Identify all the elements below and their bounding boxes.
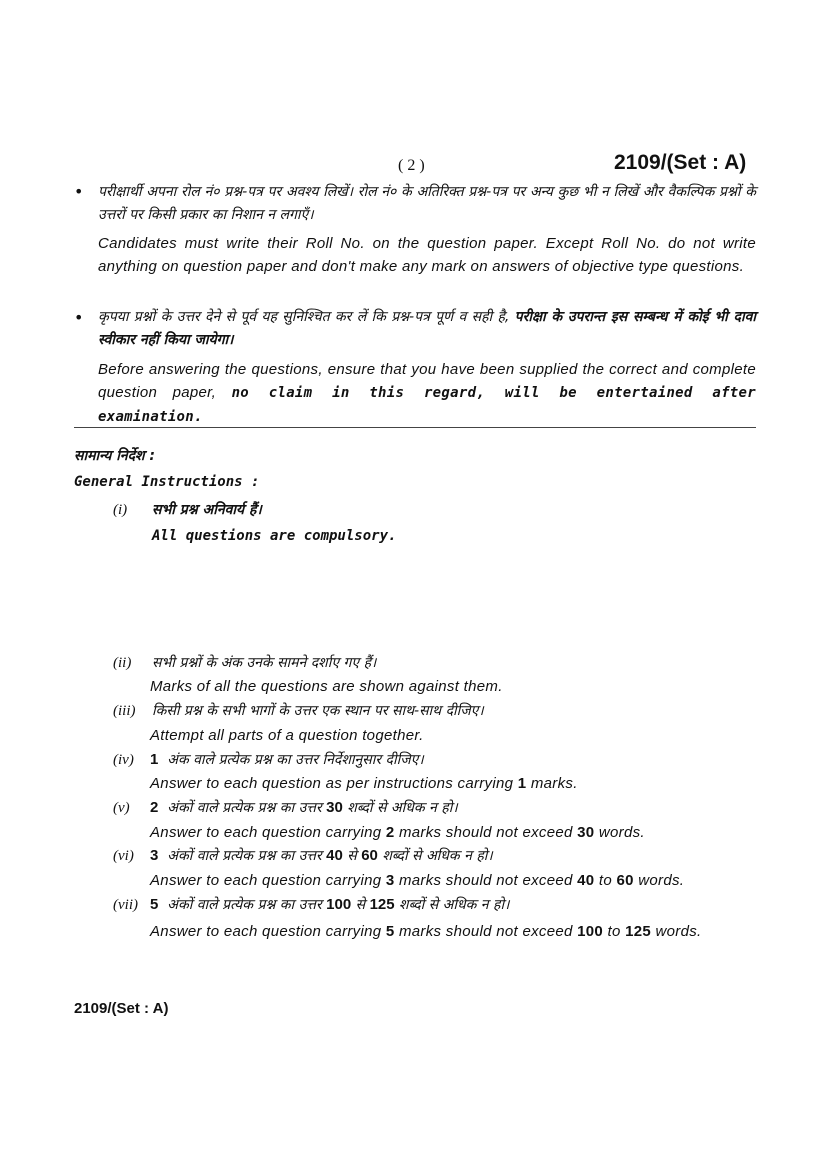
- instruction-7-hindi: [150, 895, 509, 914]
- instruction-1-english: All questions are compulsory.: [152, 528, 397, 544]
- text-part: शब्दों से अधिक न हो।: [347, 800, 458, 816]
- note-1-english: Candidates must write their Roll No. on the question paper. Except Roll No. do not write anything on question paper and don't make any mark on answers of objective type questions.: [98, 235, 756, 275]
- general-title-hindi: सामान्य निर्देश :: [74, 448, 156, 464]
- note-1-hindi: परीक्षार्थी अपना रोल नं० प्रश्न-पत्र पर अवश्य लिखें। रोल नं० के अतिरिक्त प्रश्न-पत्र पर अन्य कुछ भी न लिखें और वैकल्पिक प्रश्नों के उत्तरों पर किसी प्रकार का निशान न लगाएँ।: [98, 184, 756, 223]
- note-2-english-plain: Before answering the questions, ensure that you have been supplied the correct and complete question paper,: [98, 361, 756, 401]
- text-part: marks should not exceed: [398, 824, 573, 841]
- text-part: words.: [598, 824, 645, 841]
- footer-code: 2109/(Set : A): [74, 1000, 169, 1017]
- instruction-5-english: [150, 824, 645, 841]
- hindi-number: 2: [150, 799, 159, 816]
- text-part: अंकों वाले प्रत्येक प्रश्न का उत्तर: [167, 848, 322, 864]
- text-part: Answer to each question carrying: [150, 824, 382, 841]
- note-2-hindi-bold: परीक्षा के उपरान्त इस सम्बन्ध में कोई भी दावा स्वीकार नहीं किया जायेगा।: [98, 309, 756, 348]
- text-part: Answer to each question carrying: [150, 872, 382, 889]
- instruction-6-english: [150, 872, 684, 889]
- page-number: ( 2 ): [398, 157, 425, 174]
- marks-number: 3: [385, 872, 395, 889]
- instruction-6-hindi: [150, 846, 493, 865]
- text-part: से: [355, 897, 366, 913]
- word-limit-number: 60: [616, 872, 634, 889]
- instruction-2-english: Marks of all the questions are shown against them.: [150, 678, 503, 695]
- marks-number: 1: [517, 775, 527, 792]
- note-2-english: [98, 358, 756, 429]
- text-part: words.: [655, 923, 702, 940]
- text-part: marks should not exceed: [398, 872, 573, 889]
- instruction-4-hindi: [150, 750, 424, 769]
- text-part: Answer to each question as per instructions carrying: [150, 775, 514, 792]
- hindi-number: 100: [326, 896, 352, 913]
- instruction-number: (vi): [113, 848, 134, 864]
- note-2-hindi-plain: कृपया प्रश्नों के उत्तर देने से पूर्व यह सुनिश्चित कर लें कि प्रश्न-पत्र पूर्ण व सही है,: [98, 309, 510, 325]
- bullet-icon: •: [74, 182, 84, 201]
- text-part: to: [598, 872, 613, 889]
- instruction-3-english: Attempt all parts of a question together.: [150, 727, 424, 744]
- instruction-number: (iv): [113, 752, 134, 768]
- instruction-5-hindi: [150, 798, 458, 817]
- text-part: अंकों वाले प्रत्येक प्रश्न का उत्तर: [167, 800, 322, 816]
- divider: [74, 427, 756, 428]
- text-part: words.: [638, 872, 685, 889]
- marks-number: 5: [385, 923, 395, 940]
- hindi-number: 125: [369, 896, 395, 913]
- hindi-number: 60: [361, 847, 378, 864]
- note-2-hindi: [98, 306, 756, 352]
- instruction-4-hindi-text: अंक वाले प्रत्येक प्रश्न का उत्तर निर्देशानुसार दीजिए।: [167, 752, 424, 768]
- hindi-number: 5: [150, 896, 159, 913]
- hindi-number: 30: [326, 799, 343, 816]
- instruction-number: (vii): [113, 897, 138, 913]
- instruction-3-hindi: किसी प्रश्न के सभी भागों के उत्तर एक स्थान पर साथ-साथ दीजिए।: [152, 703, 484, 719]
- instruction-number: (iii): [113, 703, 136, 719]
- text-part: marks.: [530, 775, 578, 792]
- instruction-number: (v): [113, 800, 130, 816]
- text-part: marks should not exceed: [398, 923, 573, 940]
- hindi-number: 3: [150, 847, 159, 864]
- instruction-7-english: [150, 920, 756, 943]
- marks-number: 2: [385, 824, 395, 841]
- instruction-2-hindi: सभी प्रश्नों के अंक उनके सामने दर्शाए गए हैं।: [152, 655, 377, 671]
- text-part: Answer to each question carrying: [150, 923, 382, 940]
- paper-code: 2109/(Set : A): [614, 151, 747, 174]
- word-limit-number: 40: [577, 872, 595, 889]
- text-part: से: [347, 848, 357, 864]
- word-limit-number: 125: [625, 923, 652, 940]
- word-limit-number: 100: [577, 923, 604, 940]
- note-2-english-bold: no claim in this regard, will be entertained after examination.: [98, 385, 756, 425]
- hindi-number: 40: [326, 847, 343, 864]
- instruction-4-english: [150, 775, 578, 792]
- text-part: to: [607, 923, 621, 940]
- text-part: अंकों वाले प्रत्येक प्रश्न का उत्तर: [167, 897, 322, 913]
- hindi-number: 1: [150, 751, 159, 768]
- instruction-number: (ii): [113, 655, 132, 671]
- instruction-1-hindi: सभी प्रश्न अनिवार्य हैं।: [152, 502, 262, 518]
- general-title-english: General Instructions :: [74, 474, 260, 490]
- word-limit-number: 30: [577, 824, 595, 841]
- text-part: शब्दों से अधिक न हो।: [399, 897, 510, 913]
- text-part: शब्दों से अधिक न हो।: [382, 848, 493, 864]
- instruction-number: (i): [113, 502, 128, 518]
- bullet-icon: •: [74, 308, 84, 327]
